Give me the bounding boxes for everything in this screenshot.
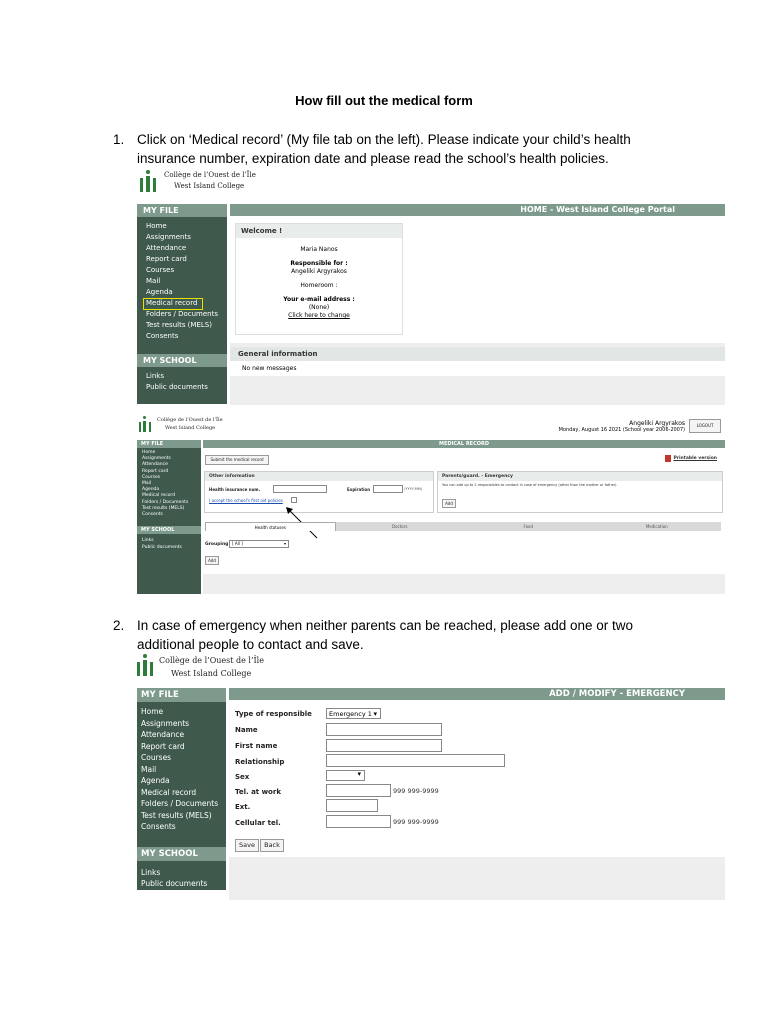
- sidebar-item-report-card[interactable]: Report card: [146, 255, 187, 263]
- welcome-title: Welcome !: [236, 224, 402, 238]
- policy-checkbox[interactable]: [291, 497, 297, 503]
- logged-user-name: Angeliki Argyrakos: [629, 420, 685, 427]
- sidebar-3-item-folders[interactable]: Folders / Documents: [141, 799, 219, 808]
- sidebar-small-item-attendance[interactable]: Attendance: [142, 462, 168, 468]
- sidebar-3-item-public-documents[interactable]: Public documents: [141, 879, 208, 888]
- emergency-bottom-area: [229, 857, 725, 900]
- bottom-gray-area: [203, 574, 725, 594]
- sidebar-small-item-links[interactable]: Links: [142, 538, 154, 544]
- sex-select[interactable]: [326, 770, 365, 781]
- type-chevron-down-icon: ▾: [373, 710, 377, 718]
- sidebar-3-my-school-header: MY SCHOOL: [137, 847, 226, 861]
- relationship-input[interactable]: [326, 754, 505, 767]
- sidebar-item-home[interactable]: Home: [146, 222, 167, 230]
- date-line: Monday, August 16 2021 (School year 2006-2007): [558, 427, 685, 433]
- sidebar-item-courses[interactable]: Courses: [146, 266, 175, 274]
- sidebar-small-item-folders[interactable]: Folders / Documents: [142, 499, 189, 505]
- homeroom-label: Homeroom :: [300, 282, 338, 289]
- logout-button[interactable]: LOGOUT: [689, 419, 721, 433]
- home-portal-screenshot: [137, 167, 725, 405]
- sidebar-3-item-agenda[interactable]: Agenda: [141, 776, 170, 785]
- sidebar-3-item-medical-record[interactable]: Medical record: [141, 787, 197, 797]
- other-info-panel: [204, 471, 434, 513]
- general-info-area: [230, 343, 725, 405]
- sidebar-item-medical-record[interactable]: Medical record: [146, 299, 198, 307]
- sidebar-small: [137, 440, 201, 594]
- college-name-en: West Island College: [174, 182, 245, 190]
- general-info-text: No new messages: [230, 361, 725, 376]
- email-value: (None): [308, 304, 330, 311]
- email-label: Your e-mail address :: [283, 296, 355, 303]
- college-logo-icon: [140, 170, 156, 192]
- sidebar-item-consents[interactable]: Consents: [146, 332, 179, 340]
- sidebar-item-agenda[interactable]: Agenda: [146, 288, 173, 296]
- step-2: [113, 616, 673, 654]
- sidebar-small-item-home[interactable]: Home: [142, 450, 156, 455]
- sidebar-small-item-medical-record[interactable]: Medical record: [142, 493, 176, 499]
- step-1-text: Click on ‘Medical record’ (My file tab on the left). Please indicate your child’s health insurance number, expiration date and please read the school’s health policies.: [137, 132, 631, 166]
- tab-doctors[interactable]: Doctors: [336, 522, 465, 531]
- tab-bar: [205, 522, 721, 531]
- sidebar-item-mail[interactable]: Mail: [146, 277, 161, 285]
- sidebar-my-school-header: MY SCHOOL: [137, 354, 227, 367]
- responsible-label: Responsible for :: [290, 260, 348, 267]
- name-label: Name: [235, 726, 258, 734]
- college-name-en-3: West Island College: [171, 669, 252, 678]
- college-logo-small-icon: [139, 416, 151, 432]
- college-logo: [140, 170, 256, 192]
- emergency-header: ADD / MODIFY - EMERGENCY: [229, 688, 725, 700]
- first-aid-policy-link[interactable]: I accept the school's first aid policies: [209, 498, 283, 503]
- sidebar-small-item-consents[interactable]: Consents: [142, 512, 163, 518]
- cellular-input[interactable]: [326, 815, 391, 828]
- save-button[interactable]: Save: [235, 839, 259, 852]
- ext-input[interactable]: [326, 799, 378, 812]
- back-button[interactable]: Back: [260, 839, 284, 852]
- emergency-title: Parents/guard. - Emergency: [438, 472, 722, 481]
- expiration-label: Expiration: [347, 487, 371, 492]
- pdf-icon: [665, 455, 671, 462]
- email-change-link[interactable]: Click here to change: [288, 312, 350, 319]
- sidebar-small-my-file-header: MY FILE: [137, 440, 201, 448]
- sidebar-small-item-public-documents[interactable]: Public documents: [142, 545, 182, 551]
- emergency-panel: [437, 471, 723, 513]
- tel-work-input[interactable]: [326, 784, 391, 797]
- grouping-value: [ All ]: [232, 541, 243, 546]
- step-2-number: 2.: [113, 618, 125, 633]
- tab-food[interactable]: Food: [464, 522, 593, 531]
- grouping-label: Grouping: [205, 542, 229, 547]
- ext-label: Ext.: [235, 803, 251, 811]
- home-header: HOME - West Island College Portal: [230, 204, 725, 216]
- tab-medication[interactable]: Medication: [593, 522, 722, 531]
- cellular-hint: 999 999-9999: [393, 818, 439, 826]
- expiration-input[interactable]: [373, 485, 403, 493]
- emergency-add-button[interactable]: Add: [442, 499, 456, 508]
- first-name-label: First name: [235, 742, 278, 750]
- college-name-fr: Collège de l’Ouest de l’Île: [164, 171, 256, 179]
- sidebar-item-links[interactable]: Links: [146, 372, 164, 380]
- medical-record-header: MEDICAL RECORD: [203, 440, 725, 448]
- health-add-button[interactable]: Add: [205, 556, 219, 565]
- sidebar-item-test-results[interactable]: Test results (MELS): [146, 321, 212, 329]
- sidebar-3-item-links[interactable]: Links: [141, 867, 161, 877]
- college-name-fr-small: Collège de l’Ouest de l’Île: [157, 417, 223, 423]
- sidebar-3-item-consents[interactable]: Consents: [141, 822, 176, 831]
- relationship-label: Relationship: [235, 758, 285, 766]
- sidebar-item-folders[interactable]: Folders / Documents: [146, 310, 218, 318]
- sidebar-item-public-documents[interactable]: Public documents: [146, 383, 208, 391]
- sidebar-3-item-courses[interactable]: Courses: [141, 753, 172, 762]
- health-insurance-input[interactable]: [273, 485, 327, 493]
- health-insurance-label: Health insurance num.: [209, 487, 261, 492]
- first-name-input[interactable]: [326, 739, 442, 752]
- chevron-down-icon: ▾: [283, 541, 286, 546]
- step-1: [113, 130, 673, 168]
- cellular-label: Cellular tel.: [235, 819, 281, 827]
- other-info-title: Other information: [205, 472, 433, 481]
- medical-record-highlight: [143, 298, 203, 310]
- type-responsible-label: Type of responsible: [235, 710, 312, 718]
- sidebar-my-file-header: MY FILE: [137, 204, 227, 217]
- sidebar-3: [137, 688, 226, 890]
- sex-chevron-down-icon: ▾: [357, 770, 361, 778]
- name-input[interactable]: [326, 723, 442, 736]
- welcome-panel: [235, 223, 403, 335]
- sidebar-item-assignments[interactable]: Assignments: [146, 233, 191, 241]
- type-responsible-select[interactable]: [326, 708, 381, 719]
- tel-work-hint: 999 999-9999: [393, 787, 439, 795]
- sidebar-item-attendance[interactable]: Attendance: [146, 244, 187, 252]
- college-logo-3-icon: [137, 654, 153, 676]
- step-1-number: 1.: [113, 132, 125, 147]
- sidebar-small-my-school-header: MY SCHOOL: [137, 526, 201, 534]
- medical-record-screenshot: [137, 414, 725, 594]
- responsible-name: Angeliki Argyrakos: [291, 268, 347, 275]
- sidebar-small-item-test-results[interactable]: Test results (MELS): [142, 505, 185, 511]
- document-title: How fill out the medical form: [295, 93, 473, 108]
- emergency-form-screenshot: [137, 654, 725, 900]
- sidebar-small-item-mail[interactable]: Mail: [142, 481, 152, 487]
- sidebar-3-item-assignments[interactable]: Assignments: [141, 718, 190, 728]
- college-logo-small: [139, 416, 223, 432]
- college-name-fr-3: Collège de l’Ouest de l’Île: [159, 656, 264, 665]
- tab-health-statuses[interactable]: Health statuses: [205, 522, 336, 531]
- sidebar-3-item-attendance[interactable]: Attendance: [141, 730, 185, 739]
- sex-label: Sex: [235, 773, 250, 781]
- sidebar-small-item-agenda[interactable]: Agenda: [142, 487, 160, 493]
- sidebar-3-my-file-header: MY FILE: [137, 688, 226, 702]
- user-name: Maria Nanos: [300, 246, 338, 253]
- sidebar-small-item-courses[interactable]: Courses: [142, 474, 161, 480]
- printable-version-link[interactable]: Printable version: [673, 456, 717, 461]
- expiration-hint: (YYYY-MM): [404, 487, 423, 491]
- type-responsible-value: Emergency 1: [329, 710, 372, 718]
- sidebar-3-item-mail[interactable]: Mail: [141, 764, 157, 774]
- college-logo-3: [137, 654, 264, 680]
- sidebar-small-item-report-card[interactable]: Report card: [142, 468, 169, 474]
- step-2-text: In case of emergency when neither parents can be reached, please add one or two additional people to contact and save.: [137, 618, 634, 652]
- tel-work-label: Tel. at work: [235, 788, 281, 796]
- college-name-en-small: West Island College: [165, 425, 216, 431]
- sidebar-3-item-report-card[interactable]: Report card: [141, 741, 185, 751]
- emergency-text: You can add up to 2 responsibles to contact in case of emergency (other than the mother or father): [442, 483, 617, 487]
- grouping-select[interactable]: [229, 540, 289, 548]
- sidebar-small-item-assignments[interactable]: Assignments: [142, 456, 171, 462]
- sidebar-3-item-home[interactable]: Home: [141, 707, 164, 716]
- sidebar-3-item-test-results[interactable]: Test results (MELS): [141, 810, 212, 820]
- submit-medical-record-button[interactable]: Submit the medical record: [205, 455, 269, 465]
- general-info-title: General information: [230, 347, 725, 361]
